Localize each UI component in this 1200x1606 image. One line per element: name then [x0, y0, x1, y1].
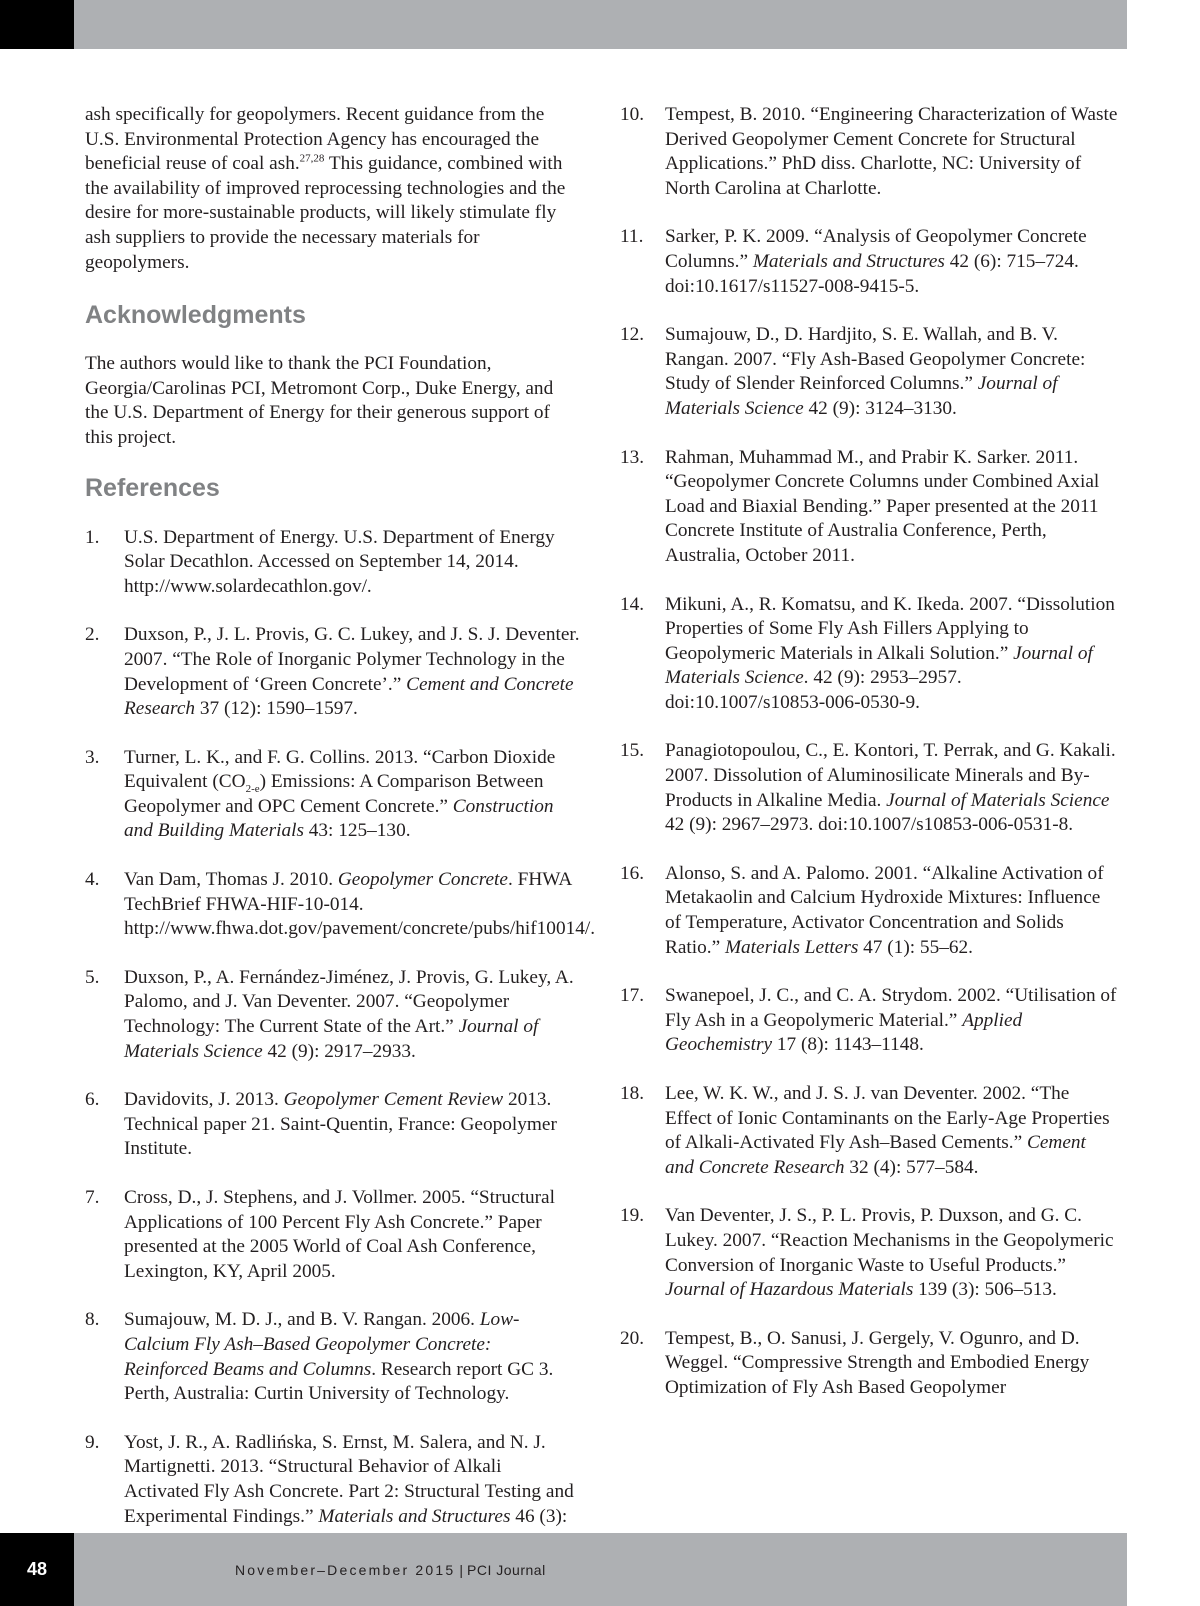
- reference-number: 1.: [85, 526, 100, 548]
- reference-text: 46 (3):: [515, 1505, 568, 1527]
- reference-text: 17 (8): 1143–1148.: [772, 1034, 924, 1056]
- footer-publication: PCI Journal: [467, 1562, 546, 1578]
- intro-paragraph: [85, 103, 580, 275]
- footer-separator: |: [459, 1562, 464, 1578]
- reference-item: [620, 103, 1118, 201]
- reference-text: Alonso, S. and A. Palomo. 2001. “Alkaline Activation of Metakaolin and Calcium Hydroxide Mixtures: Influence of Temperature, Activator Concentration and Solids Ratio.”: [665, 862, 1104, 958]
- reference-number: 20.: [620, 1327, 645, 1349]
- reference-number: 10.: [620, 104, 645, 125]
- reference-text: Cross, D., J. Stephens, and J. Vollmer. 2005. “Structural Applications of 100 Percent Fly Ash Concrete.” Paper presented at the 2005 World of Coal Ash Conference, Lexington, KY, April 2005.: [124, 1187, 555, 1282]
- reference-item: [620, 1327, 1118, 1401]
- intro-text-2: This guidance, combined with the availability of improved reprocessing technologies and the desire for more-sustainable products, will likely stimulate fly ash suppliers to provide the necessary materials for geopolymers.: [85, 153, 566, 273]
- reference-text: Yost, J. R., A. Radlińska, S. Ernst, M. Salera, and N. J. Martignetti. 2013. “Structural Behavior of Alkali Activated Fly Ash Concrete. Part 2: Structural Testing and Experimental Findings.”: [124, 1431, 574, 1527]
- reference-number: 13.: [620, 446, 645, 468]
- reference-title: Journal of Materials Science: [665, 642, 1093, 689]
- reference-text: . FHWA TechBrief FHWA-HIF-10-014. http://www.fhwa.dot.gov/pavement/concrete/pubs/hif10014/.: [124, 869, 596, 940]
- footer-issue: November–December 2015: [235, 1562, 456, 1578]
- reference-item: [85, 1308, 580, 1406]
- reference-item: [85, 526, 580, 600]
- reference-title: Journal of Hazardous Materials: [665, 1279, 914, 1301]
- reference-text: 42 (6): 715–724. doi:10.1617/s11527-008-9415-5.: [665, 250, 1079, 297]
- reference-item: [620, 1204, 1118, 1302]
- reference-list-left: [85, 526, 596, 1554]
- reference-text: ) Emissions: A Comparison Between Geopolymer and OPC Cement Concrete.”: [124, 771, 544, 817]
- reference-item: [85, 1186, 580, 1284]
- reference-item: [620, 862, 1118, 960]
- reference-text: 43: 125–130.: [303, 820, 411, 842]
- reference-text: Tempest, B., O. Sanusi, J. Gergely, V. Ogunro, and D. Weggel. “Compressive Strength and Embodied Energy Optimization of Fly Ash Based Geopolymer: [665, 1327, 1090, 1398]
- reference-text: . Research report GC 3. Perth, Australia: Curtin University of Technology.: [124, 1358, 554, 1405]
- reference-number: 15.: [620, 740, 645, 762]
- reference-text: Turner, L. K., and F. G. Collins. 2013. “Carbon Dioxide Equivalent (CO: [124, 746, 556, 793]
- header-band: [0, 0, 1127, 49]
- reference-subscript: 2-e: [245, 783, 260, 796]
- reference-item: [85, 966, 580, 1064]
- reference-title: Applied Geochemistry: [665, 1009, 1023, 1056]
- reference-title: Journal of Materials Science: [124, 1016, 539, 1062]
- reference-title: Geopolymer Cement Review: [283, 1089, 504, 1111]
- reference-item: [85, 746, 580, 844]
- citation-superscript: 27,28: [299, 152, 325, 165]
- reference-text: U.S. Department of Energy. U.S. Department of Energy Solar Decathlon. Accessed on September 14, 2014. http://www.solardecathlon.gov/.: [124, 526, 555, 597]
- reference-number: 4.: [85, 869, 100, 891]
- acknowledgments-text: The authors would like to thank the PCI Foundation, Georgia/Carolinas PCI, Metromont Corp., Duke Energy, and the U.S. Department of Energy for their generous support of this project.: [85, 353, 554, 448]
- left-column: [85, 103, 596, 1554]
- reference-item: [620, 593, 1118, 716]
- reference-text: 2013. Technical paper 21. Saint-Quentin, France: Geopolymer Institute.: [124, 1089, 557, 1160]
- reference-number: 7.: [85, 1187, 100, 1208]
- reference-text: 32 (4): 577–584.: [844, 1156, 979, 1178]
- reference-text: Swanepoel, J. C., and C. A. Strydom. 2002. “Utilisation of Fly Ash in a Geopolymeric Material.”: [665, 985, 1117, 1031]
- reference-number: 9.: [85, 1431, 100, 1453]
- acknowledgments-heading: Acknowledgments: [85, 301, 306, 330]
- reference-text: Van Deventer, J. S., P. L. Provis, P. Duxson, and G. C. Lukey. 2007. “Reaction Mechanisms in the Geopolymeric Conversion of Inorganic Waste to Useful Products.”: [665, 1205, 1114, 1276]
- reference-number: 8.: [85, 1309, 100, 1331]
- reference-item: [620, 739, 1118, 837]
- reference-number: 12.: [620, 324, 645, 346]
- reference-text: 139 (3): 506–513.: [913, 1279, 1057, 1301]
- reference-title: Geopolymer Concrete: [337, 869, 508, 891]
- reference-text: . 42 (9): 2953–2957. doi:10.1007/s10853-006-0530-9.: [665, 667, 962, 713]
- reference-text: Sumajouw, D., D. Hardjito, S. E. Wallah, and B. V. Rangan. 2007. “Fly Ash-Based Geopolymer Concrete: Study of Slender Reinforced Columns.”: [665, 324, 1086, 395]
- reference-text: 42 (9): 3124–3130.: [803, 397, 957, 419]
- reference-item: [620, 323, 1118, 421]
- reference-title: Cement and Concrete Research: [665, 1132, 1086, 1178]
- reference-text: Sarker, P. K. 2009. “Analysis of Geopolymer Concrete Columns.”: [665, 226, 1087, 272]
- reference-title: Construction and Building Materials: [124, 795, 554, 842]
- reference-text: Tempest, B. 2010. “Engineering Characterization of Waste Derived Geopolymer Cement Concrete for Structural Applications.” PhD diss. Charlotte, NC: University of North Carolina at Charlotte.: [665, 104, 1118, 199]
- reference-number: 14.: [620, 593, 645, 615]
- reference-text: Panagiotopoulou, C., E. Kontori, T. Perrak, and G. Kakali. 2007. Dissolution of Aluminosilicate Minerals and By-Products in Alkaline Media.: [665, 740, 1116, 811]
- reference-item: [620, 1082, 1118, 1180]
- reference-text: Lee, W. K. W., and J. S. J. van Deventer. 2002. “The Effect of Ionic Contaminants on the Early-Age Properties of Alkali-Activated Fly Ash–Based Cements.”: [665, 1083, 1110, 1154]
- reference-text: Duxson, P., J. L. Provis, G. C. Lukey, and J. S. J. Deventer. 2007. “The Role of Inorganic Polymer Technology in the Development of ‘Green Concrete’.”: [124, 624, 580, 695]
- intro-text-1: ash specifically for geopolymers. Recent guidance from the U.S. Environmental Protection Agency has encouraged the beneficial reuse of coal ash.: [85, 104, 545, 175]
- reference-text: 42 (9): 2967–2973. doi:10.1007/s10853-006-0531-8.: [665, 814, 1074, 836]
- reference-text: Duxson, P., A. Fernández-Jiménez, J. Provis, G. Lukey, A. Palomo, and J. Van Deventer. 2007. “Geopolymer Technology: The Current State of the Art.”: [124, 966, 574, 1038]
- reference-item: [620, 225, 1118, 299]
- reference-title: Journal of Materials Science: [886, 789, 1110, 811]
- reference-item: [620, 446, 1118, 569]
- reference-item: [85, 1088, 580, 1162]
- footer-issue-line: [235, 1562, 546, 1578]
- reference-title: Low-Calcium Fly Ash–Based Geopolymer Concrete: Reinforced Beams and Columns: [124, 1309, 520, 1380]
- reference-number: 17.: [620, 985, 645, 1007]
- reference-number: 3.: [85, 746, 100, 768]
- reference-number: 16.: [620, 862, 645, 884]
- reference-title: Materials and Structures: [752, 250, 945, 272]
- reference-text: 42 (9): 2917–2933.: [262, 1040, 416, 1062]
- reference-text: 37 (12): 1590–1597.: [195, 698, 358, 720]
- reference-text: Davidovits, J. 2013.: [124, 1089, 284, 1111]
- reference-text: Rahman, Muhammad M., and Prabir K. Sarker. 2011. “Geopolymer Concrete Columns under Combined Axial Load and Biaxial Bending.” Paper presented at the 2011 Concrete Institute of Australia Conference, Perth, Australia, October 2011.: [665, 446, 1100, 566]
- reference-title: Journal of Materials Science: [665, 373, 1058, 419]
- footer-band: [0, 1533, 1127, 1606]
- reference-item: [85, 623, 580, 721]
- right-column: [620, 103, 1118, 1401]
- reference-title: Materials Letters: [724, 936, 859, 958]
- reference-number: 2.: [85, 624, 100, 646]
- reference-text: 47 (1): 55–62.: [858, 936, 973, 958]
- reference-number: 5.: [85, 966, 100, 988]
- reference-text: Mikuni, A., R. Komatsu, and K. Ikeda. 2007. “Dissolution Properties of Some Fly Ash Fillers Applying to Geopolymeric Materials in Alkali Solution.”: [665, 593, 1115, 664]
- reference-number: 11.: [620, 226, 644, 248]
- reference-item: [85, 868, 596, 942]
- page-number: 48: [26, 1559, 48, 1579]
- reference-title: Cement and Concrete Research: [124, 673, 574, 720]
- reference-number: 6.: [85, 1089, 100, 1111]
- reference-text: Van Dam, Thomas J. 2010.: [124, 869, 338, 891]
- reference-item: [620, 984, 1118, 1058]
- references-heading: References: [85, 473, 220, 502]
- reference-title: Materials and Structures: [318, 1505, 511, 1527]
- reference-text: Sumajouw, M. D. J., and B. V. Rangan. 2006.: [124, 1309, 480, 1331]
- header-corner-block: [0, 0, 74, 49]
- reference-number: 19.: [620, 1205, 645, 1227]
- reference-number: 18.: [620, 1083, 645, 1104]
